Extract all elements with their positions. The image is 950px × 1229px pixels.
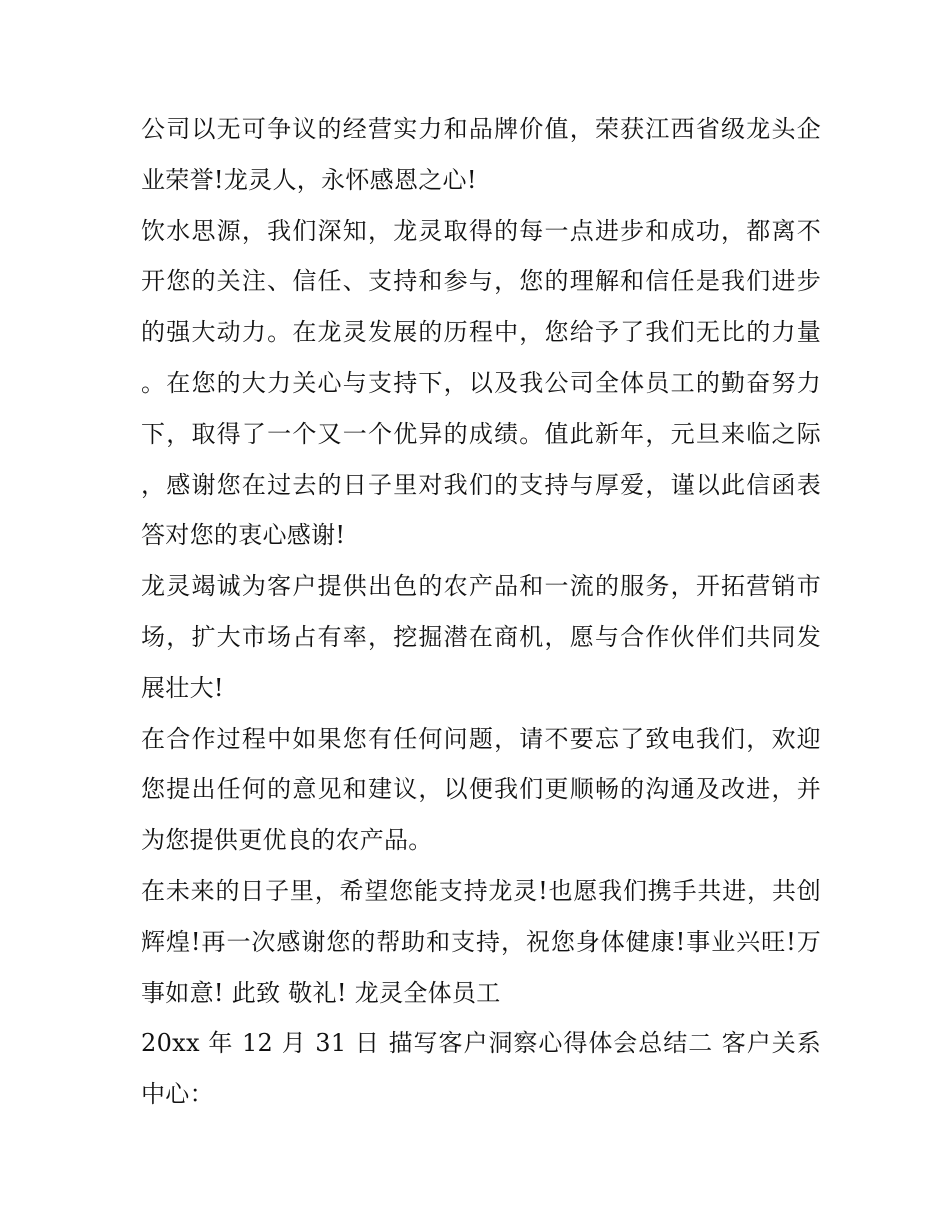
document-body xyxy=(141,104,821,1120)
paragraph-commitment: 龙灵竭诚为客户提供出色的农产品和一流的服务，开拓营销市场，扩大市场占有率，挖掘潜在商机，愿与合作伙伴们共同发展壮大! xyxy=(141,572,821,702)
paragraph-closing: 在未来的日子里，希望您能支持龙灵!也愿我们携手共进，共创辉煌!再一次感谢您的帮助和支持，祝您身体健康!事业兴旺!万事如意! 此致 敬礼! 龙灵全体员工 xyxy=(141,876,821,1007)
paragraph-date-heading: 20xx 年 12 月 31 日 描写客户洞察心得体会总结二 客户关系中心： xyxy=(141,1029,821,1109)
paragraph-feedback: 在合作过程中如果您有任何问题，请不要忘了致电我们，欢迎您提出任何的意见和建议，以便我们更顺畅的沟通及改进，并为您提供更优良的农产品。 xyxy=(141,724,821,855)
paragraph-honor: 公司以无可争议的经营实力和品牌价值，荣获江西省级龙头企业荣誉!龙灵人，永怀感恩之心! xyxy=(141,115,821,194)
paragraph-gratitude: 饮水思源，我们深知，龙灵取得的每一点进步和成功，都离不开您的关注、信任、支持和参与，您的理解和信任是我们进步的强大动力。在龙灵发展的历程中，您给予了我们无比的力量。在您的大力关心与支持下，以及我公司全体员工的勤奋努力下，取得了一个又一个优异的成绩。值此新年，元旦来临之际，感谢您在过去的日子里对我们的支持与厚爱，谨以此信函表答对您的衷心感谢! xyxy=(141,216,821,550)
